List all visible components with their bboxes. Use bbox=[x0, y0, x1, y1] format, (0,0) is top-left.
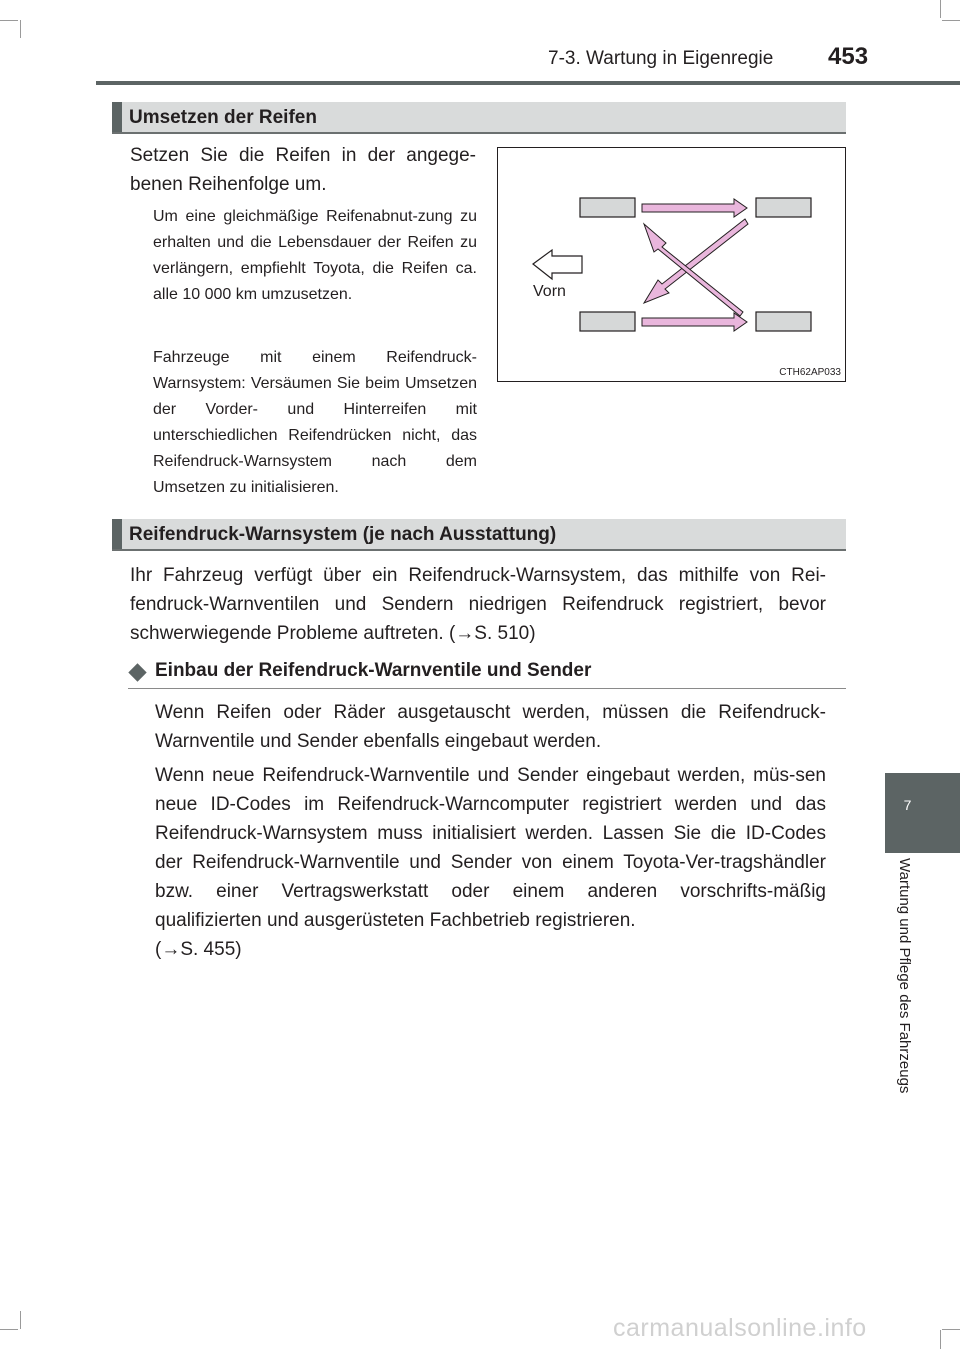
crop-mark bbox=[940, 1330, 941, 1349]
crop-mark bbox=[940, 0, 941, 18]
arrow-rear-to-front-diagonal bbox=[644, 219, 748, 303]
subsection-heading bbox=[128, 658, 846, 689]
tire-front-right bbox=[580, 312, 635, 331]
figure-code: CTH62AP033 bbox=[779, 367, 841, 378]
heading-accent-bar bbox=[112, 519, 122, 549]
crop-mark bbox=[0, 1329, 18, 1330]
crop-mark bbox=[942, 20, 960, 21]
arrow-front-to-rear-top bbox=[642, 199, 747, 217]
chapter-number: 7 bbox=[903, 797, 912, 813]
section-heading-text: Reifendruck-Warnsystem (je nach Ausstattung) bbox=[129, 524, 557, 545]
crop-mark bbox=[20, 20, 21, 38]
tpms-intro: Ihr Fahrzeug verfügt über ein Reifendruck-Warnsystem, das mithilfe von Rei-fendruck-Warnventilen und Sendern niedrigen Reifendruck registriert, bevor schwerwiegende Probleme auftreten. (→S. 510) bbox=[130, 565, 826, 644]
page-reference: (→S. 455) bbox=[155, 939, 242, 960]
tire-front-left bbox=[580, 198, 635, 217]
section-heading-text: Umsetzen der Reifen bbox=[129, 107, 317, 128]
heading-accent-bar bbox=[112, 102, 122, 132]
subsection-heading-text: Einbau der Reifendruck-Warnventile und Sender bbox=[155, 660, 592, 681]
tire-rear-left bbox=[756, 198, 811, 217]
tire-rotation-diagram bbox=[497, 147, 846, 382]
front-direction-arrow bbox=[533, 250, 582, 279]
tire-rotation-svg bbox=[498, 148, 845, 381]
arrow-front-to-rear-bottom bbox=[642, 313, 747, 331]
install-paragraph: Wenn Reifen oder Räder ausgetauscht werden, müssen die Reifendruck-Warnventile und Sender ebenfalls eingebaut werden. bbox=[155, 702, 826, 752]
section-heading-tpms bbox=[112, 519, 846, 551]
crop-mark bbox=[20, 1311, 21, 1329]
crop-mark bbox=[942, 1329, 960, 1330]
chapter-side-label-text: Wartung und Pflege des Fahrzeugs bbox=[896, 858, 913, 1094]
watermark: carmanualsonline.info bbox=[613, 1314, 867, 1342]
diamond-bullet-icon bbox=[128, 663, 146, 681]
rotation-note-warning-system: Fahrzeuge mit einem Reifendruck-Warnsystem: Versäumen Sie beim Umsetzen der Vorder- und Hinterreifen mit unterschiedlichen Reifendrücken nicht, das Reifendruck-Warnsystem nach dem Umsetzen zu initialisieren. bbox=[153, 349, 477, 496]
chapter-side-label bbox=[885, 858, 935, 1148]
header-rule bbox=[96, 81, 960, 85]
rotation-intro: Setzen Sie die Reifen in der angege-benen Reihenfolge um. bbox=[130, 145, 476, 195]
front-label: Vorn bbox=[533, 283, 566, 300]
page-number: 453 bbox=[828, 43, 869, 70]
tire-rear-right bbox=[756, 312, 811, 331]
section-heading-tire-rotation bbox=[112, 102, 846, 134]
chapter-header: 7-3. Wartung in Eigenregie bbox=[548, 48, 774, 69]
chapter-tab bbox=[885, 773, 960, 853]
id-code-paragraph: Wenn neue Reifendruck-Warnventile und Sender eingebaut werden, müs-sen neue ID-Codes im Reifendruck-Warncomputer registriert werden und das Reifendruck-Warnsystem muss initialisiert werden. Lassen Sie die ID-Codes der Reifendruck-Warnventile und Sender von einem Toyota-Ver-tragshändler bzw. einer Vertragswerkstatt oder einem anderen vorschrifts-mäßig qualifizierten und ausgerüsteten Fachbetrieb registrieren. bbox=[155, 765, 826, 931]
rotation-note-interval: Um eine gleichmäßige Reifenabnut-zung zu erhalten und die Lebensdauer der Reifen zu verlängern, empfiehlt Toyota, die Reifen ca. alle 10 000 km umzusetzen. bbox=[153, 208, 477, 303]
crop-mark bbox=[0, 20, 18, 21]
